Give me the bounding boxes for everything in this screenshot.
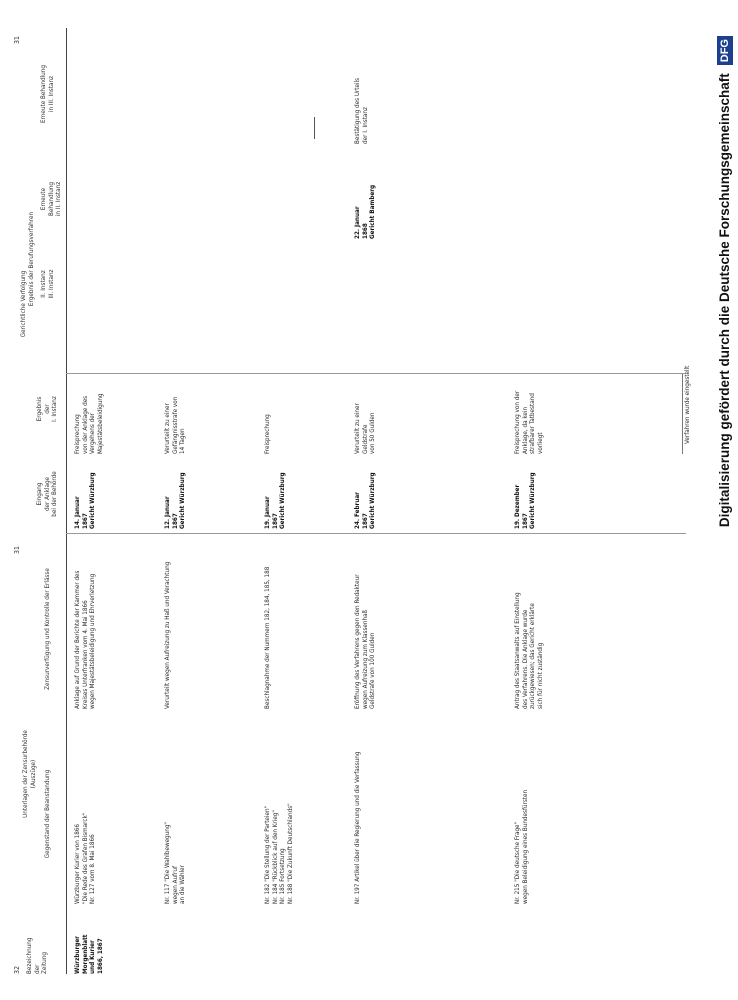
dash-mark: [314, 117, 315, 139]
header-court-group: Gerichtliche Verfolgung: [20, 270, 27, 338]
row-5-decision: Antrag des Staatsanwalts auf Einstellung des Verfahrens. Die Anklage wurde zurückgewiesen; das Gericht erklärte sich für nicht zuständig: [514, 592, 544, 709]
row-3-verdict: Freisprechung: [264, 414, 271, 454]
row-3-item: Nr. 182 "Die Stellung der Parteien" Nr. 184 "Rückblick auf den Krieg" Nr. 185 Fortsetzung Nr. 188 "Die Zukunft Deutschlands": [264, 803, 294, 904]
page-marker-left: 32: [13, 965, 21, 974]
row-5-court: 19. Dezember 1867 Gericht Würzburg: [514, 472, 537, 529]
row-3-decision: Beschlagnahme der Nummern 182, 184, 185, 188: [264, 566, 271, 709]
header-item: Gegenstand der Beanstandung: [44, 769, 51, 859]
row-1-item: Würzburger Kurier von 1866 "Die Rede des Grafen Bismarck" Nr. 127 vom 8. Mai 1866: [74, 812, 97, 904]
header-appeal: Ergebnis der Berufungsverfahren: [28, 211, 35, 307]
row-4-verdict-third: Bestätigung des Urteils der I. Instanz: [354, 77, 369, 144]
header-court-entry: Eingang der Anklage bei der Behörde: [36, 471, 59, 517]
row-5-item: Nr. 215 "Die deutsche Frage" wegen Beleidigung eines Bundesfürsten: [514, 789, 529, 904]
header-censor-group: Unterlagen der Zensurbehörde (Auszüge): [22, 730, 37, 818]
header-renewed-second: Erneute Behandlung in II. Instanz: [40, 181, 63, 217]
row-1-paper: Würzburger Morgenblatt und Kurier 1866, 1867: [74, 934, 104, 974]
header-renewed-third: Erneute Behandlung in III. Instanz: [40, 65, 55, 123]
header-decision: Zensurverfügung und Kontrolle der Erlässe: [44, 568, 51, 690]
row-1-decision: Anklage auf Grund der Berichte der Kammer des Kreises Unterfranken vom 4. Mai 1866 wegen Majestätsbeleidigung und Ehrverletzung: [74, 570, 97, 709]
dfg-side-banner: [712, 8, 736, 998]
page-number-top: 31: [13, 35, 21, 44]
dfg-banner-text: Digitalisierung gefördert durch die Deutsche Forschungsgemeinschaft: [717, 73, 732, 528]
row-4-court: 24. Februar 1867 Gericht Würzburg: [354, 472, 377, 529]
footnote: Verfahren wurde eingestellt: [684, 365, 691, 444]
rotated-table: [14, 28, 704, 974]
dfg-logo: DFG: [717, 36, 733, 65]
header-court-first: Ergebnis der I. Instanz: [36, 396, 59, 422]
row-3-court: 19. Januar 1867 Gericht Würzburg: [264, 472, 287, 529]
row-2-item: Nr. 117 "Die Wahlbewegung" wegen Aufruf an die Wähler: [164, 821, 187, 904]
row-4-verdict: Verurteilt zu einer Geldstrafe von 50 Gulden: [354, 403, 377, 454]
row-2-verdict: Verurteilt zu einer Gefängnisstrafe von 14 Tagen: [164, 396, 187, 454]
row-5-verdict: Freisprechung von der Anklage, da kein strafbarer Tatbestand vorliegt: [514, 390, 544, 454]
footnote-rule: [682, 374, 683, 454]
row-4-court-second: 22. Januar 1868 Gericht Bamberg: [354, 184, 377, 239]
row-4-item: Nr. 197 Artikel über die Regierung und die Verfassung: [354, 751, 361, 904]
row-1-court: 14. Januar 1867 Gericht Würzburg: [74, 472, 97, 529]
header-rule: [66, 28, 67, 974]
header-paper: Bezeichnung der Zeitung: [26, 937, 49, 974]
row-4-decision: Eröffnung des Verfahrens gegen den Redakteur wegen Aufreizung zum Klassenhaß Geldstrafe von 100 Gulden: [354, 574, 377, 709]
row-2-court: 12. Januar 1867 Gericht Würzburg: [164, 472, 187, 529]
header-appeal-instances: II. Instanz III. Instanz: [40, 269, 55, 299]
page-number-mid: 31: [13, 545, 21, 554]
column-divider: [66, 533, 686, 534]
row-1-verdict: Freisprechung von der Anklage des Vergehens der Majestätsbeleidigung: [74, 393, 104, 454]
row-2-decision: Verurteilt wegen Aufreizung zu Haß und Verachtung: [164, 561, 171, 709]
